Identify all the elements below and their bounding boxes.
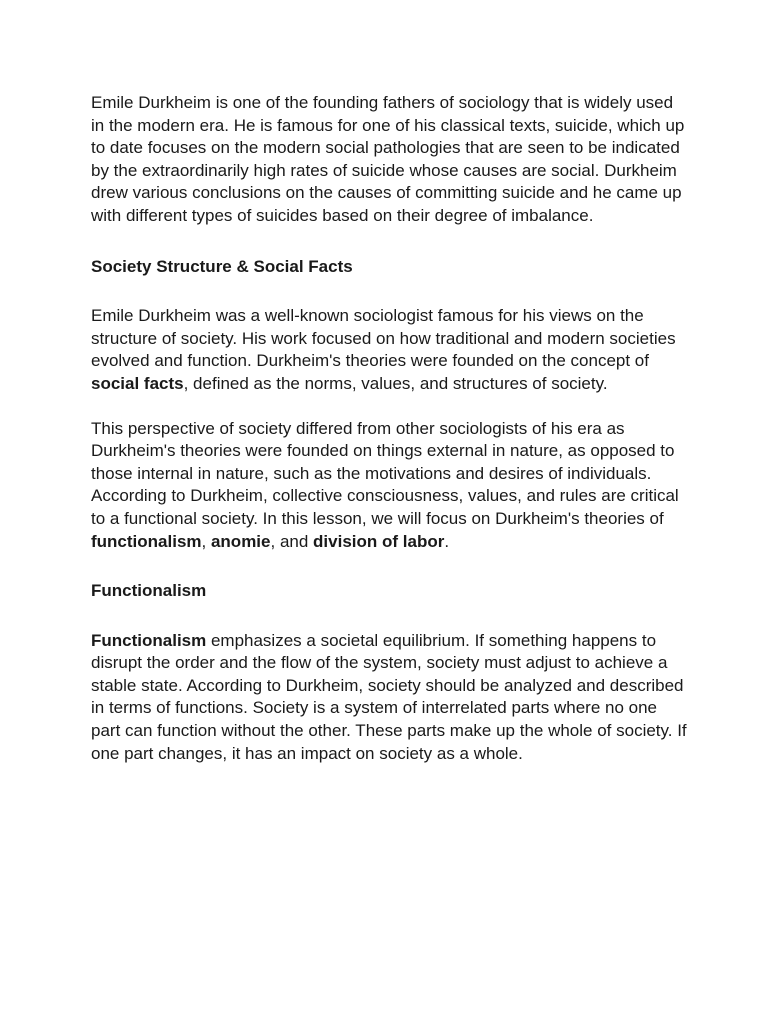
paragraph-text: emphasizes a societal equilibrium. If something happens to disrupt the order and the flow of the system, society must adjust to achieve a stable state. According to Durkheim, society should be analyzed and described in terms of functions. Society is a system of interrelated parts where no one part can function without the other. These parts make up the whole of society. If one part changes, it has an impact on society as a whole. [91,630,687,763]
section-heading-society-structure: Society Structure & Social Facts [91,256,353,276]
bold-term-anomie: anomie [210,531,271,551]
bold-term-social-facts: social facts [91,373,184,393]
paragraph-text: . [444,531,450,551]
paragraph-text: , [201,531,211,551]
document-page [91,92,687,787]
bold-term-division-of-labor: division of labor [313,531,445,551]
paragraph-text: , and [270,531,314,551]
paragraph-text: Emile Durkheim was a well-known sociologist famous for his views on the structure of society. His work focused on how traditional and modern societies evolved and function. Durkheim's theories were founded on the concept of [91,306,676,371]
functionalism-paragraph [91,630,687,766]
bold-term-functionalism: functionalism [91,531,202,551]
section-heading-functionalism: Functionalism [91,581,207,601]
perspective-paragraph [91,418,687,554]
bold-term-functionalism: Functionalism [91,630,207,650]
social-facts-paragraph [91,305,687,395]
paragraph-text: , defined as the norms, values, and structures of society. [183,373,608,393]
paragraph-text: This perspective of society differed from other sociologists of his era as Durkheim's theories were founded on things external in nature, as opposed to those internal in nature, such as the motivations and desires of individuals. According to Durkheim, collective consciousness, values, and rules are critical to a functional society. In this lesson, we will focus on Durkheim's theories of [91,418,679,528]
intro-paragraph: Emile Durkheim is one of the founding fathers of sociology that is widely used in the modern era. He is famous for one of his classical texts, suicide, which up to date focuses on the modern social pathologies that are seen to be indicated by the extraordinarily high rates of suicide whose causes are social. Durkheim drew various conclusions on the causes of committing suicide and he came up with different types of suicides based on their degree of imbalance. [91,93,685,225]
